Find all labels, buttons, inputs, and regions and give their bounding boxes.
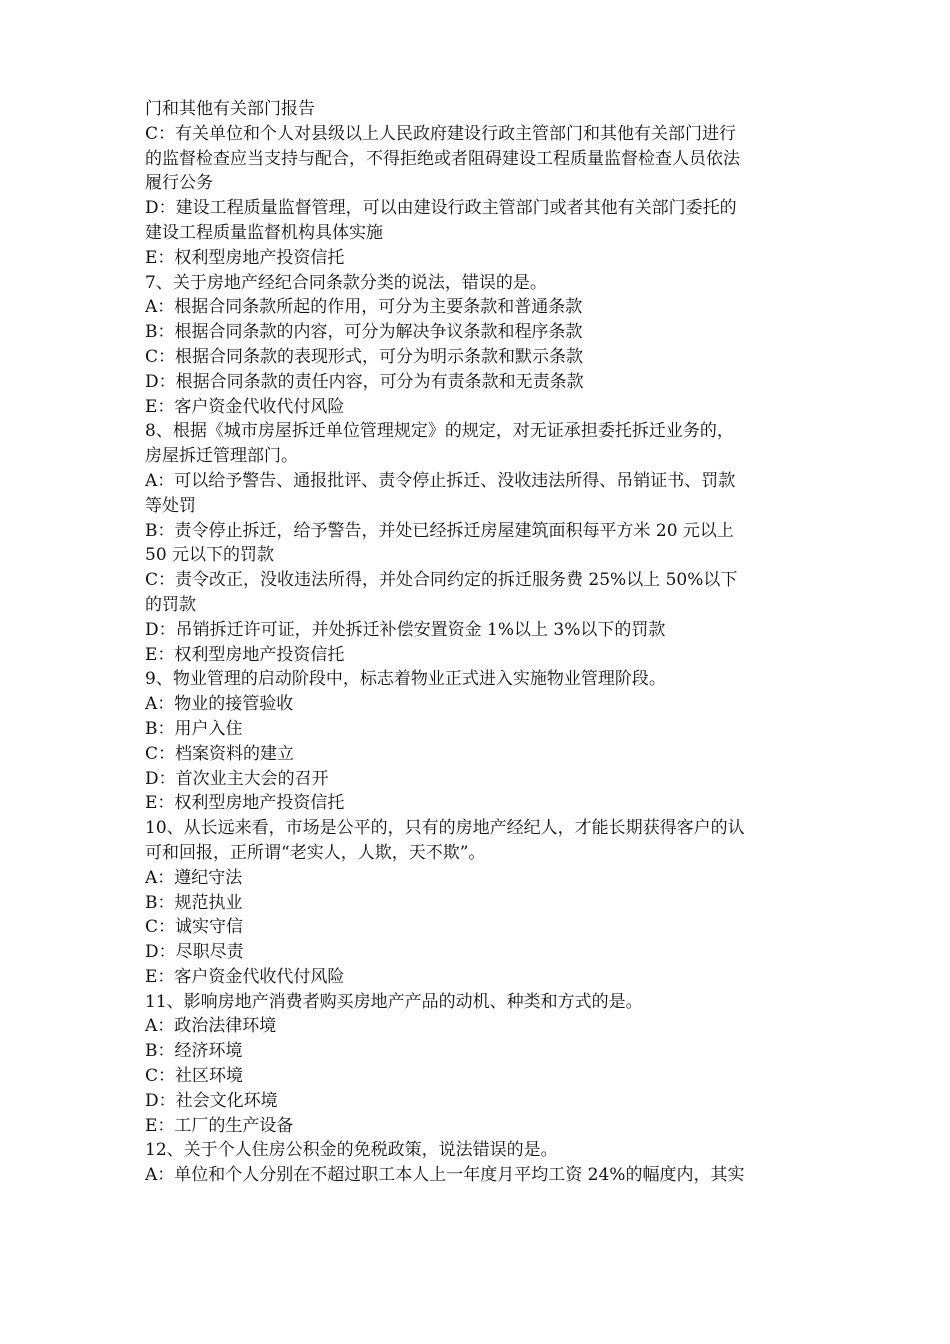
text-line: D：建设工程质量监督管理，可以由建设行政主管部门或者其他有关部门委托的 — [145, 198, 737, 219]
text-line: 9、物业管理的启动阶段中，标志着物业正式进入实施物业管理阶段。 — [145, 669, 666, 690]
text-line: 可和回报，正所谓“老实人，人欺，天不欺”。 — [145, 842, 486, 863]
text-line: 建设工程质量监督机构具体实施 — [145, 222, 383, 243]
text-line: E：工厂的生产设备 — [145, 1115, 294, 1136]
text-line: 房屋拆迁管理部门。 — [145, 446, 298, 467]
text-line: D：根据合同条款的责任内容，可分为有责条款和无责条款 — [145, 371, 584, 392]
text-line: B：用户入住 — [145, 718, 243, 739]
text-line: E：权利型房地产投资信托 — [145, 793, 345, 814]
document-body — [145, 97, 817, 1188]
text-line: C：诚实守信 — [145, 917, 244, 938]
text-line: C：有关单位和个人对县级以上人民政府建设行政主管部门和其他有关部门进行 — [145, 123, 737, 144]
text-line: B：经济环境 — [145, 1041, 243, 1062]
text-line: C：责令改正，没收违法所得，并处合同约定的拆迁服务费 25%以上 50%以下 — [145, 570, 738, 591]
text-line: C：根据合同条款的表现形式，可分为明示条款和默示条款 — [145, 346, 584, 367]
text-line: E：权利型房地产投资信托 — [145, 644, 345, 665]
text-line: A：物业的接管验收 — [145, 694, 294, 715]
text-line: 8、根据《城市房屋拆迁单位管理规定》的规定，对无证承担委托拆迁业务的， — [145, 421, 734, 442]
text-line: A：单位和个人分别在不超过职工本人上一年度月平均工资 24%的幅度内，其实 — [145, 1165, 745, 1186]
text-line: 的罚款 — [145, 594, 196, 615]
text-line: A：政治法律环境 — [145, 1016, 277, 1037]
text-line: D：吊销拆迁许可证，并处拆迁补偿安置资金 1%以上 3%以下的罚款 — [145, 619, 666, 640]
text-line: 11、影响房地产消费者购买房地产产品的动机、种类和方式的是。 — [145, 991, 643, 1012]
text-line: B：规范执业 — [145, 892, 243, 913]
text-line: B：责令停止拆迁，给予警告，并处已经拆迁房屋建筑面积每平方米 20 元以上 — [145, 520, 734, 541]
text-line: E：客户资金代收代付风险 — [145, 396, 345, 417]
text-line: A：根据合同条款所起的作用，可分为主要条款和普通条款 — [145, 297, 583, 318]
text-line: E：客户资金代收代付风险 — [145, 966, 345, 987]
text-line: 等处罚 — [145, 495, 196, 516]
text-line: 7、关于房地产经纪合同条款分类的说法，错误的是。 — [145, 272, 547, 293]
text-line: D：社会文化环境 — [145, 1090, 278, 1111]
text-line: 门和其他有关部门报告 — [145, 99, 315, 119]
text-line: 10、从长远来看，市场是公平的，只有的房地产经纪人，才能长期获得客户的认 — [145, 818, 745, 839]
text-line: E：权利型房地产投资信托 — [145, 247, 345, 268]
text-line: A：可以给予警告、通报批评、责令停止拆迁、没收违法所得、吊销证书、罚款 — [145, 470, 736, 491]
text-line: 的监督检查应当支持与配合，不得拒绝或者阻碍建设工程质量监督检查人员依法 — [145, 148, 740, 169]
text-line: 履行公务 — [145, 173, 213, 194]
text-line: B：根据合同条款的内容，可分为解决争议条款和程序条款 — [145, 322, 583, 343]
text-line: D：首次业主大会的召开 — [145, 768, 329, 789]
text-line: C：社区环境 — [145, 1066, 244, 1087]
text-line: D：尽职尽责 — [145, 942, 244, 963]
text-line: 50 元以下的罚款 — [145, 545, 275, 566]
text-line: A：遵纪守法 — [145, 867, 243, 888]
text-line: C：档案资料的建立 — [145, 743, 295, 764]
text-line: 12、关于个人住房公积金的免税政策，说法错误的是。 — [145, 1140, 558, 1161]
